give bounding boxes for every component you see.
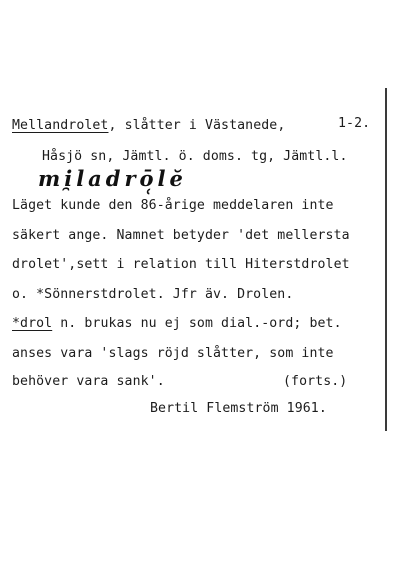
card-number: 1-2.: [338, 116, 371, 131]
behover-line: behöver vara sank'.: [12, 374, 165, 389]
location-line: Håsjö sn, Jämtl. ö. doms. tg, Jämtl.l.: [42, 149, 348, 164]
drol-term: *drol: [12, 316, 53, 331]
signature: Bertil Flemström 1961.: [150, 401, 327, 416]
header-line: [12, 118, 285, 133]
headword: Mellandrolet: [12, 118, 109, 133]
anses-line: anses vara 'slags röjd slåtter, som inte: [12, 346, 334, 361]
continues-note: (forts.): [283, 374, 348, 389]
body-line-4: o. *Sönnerstdrolet. Jfr äv. Drolen.: [12, 287, 294, 302]
body-line-3: drolet',sett i relation till Hiterstdrolet: [12, 257, 350, 272]
drol-line-rest: n. brukas nu ej som dial.-ord; bet.: [52, 316, 342, 331]
drol-line: [12, 316, 342, 331]
body-line-1: Läget kunde den 86-årige meddelaren inte: [12, 198, 334, 213]
header-rest: , slåtter i Västanede,: [108, 118, 286, 133]
handwritten-pronunciation: mi̯ladrō̜lĕ: [38, 166, 187, 191]
body-line-2: säkert ange. Namnet betyder 'det mellersta: [12, 228, 350, 243]
card-right-edge: [385, 88, 387, 431]
